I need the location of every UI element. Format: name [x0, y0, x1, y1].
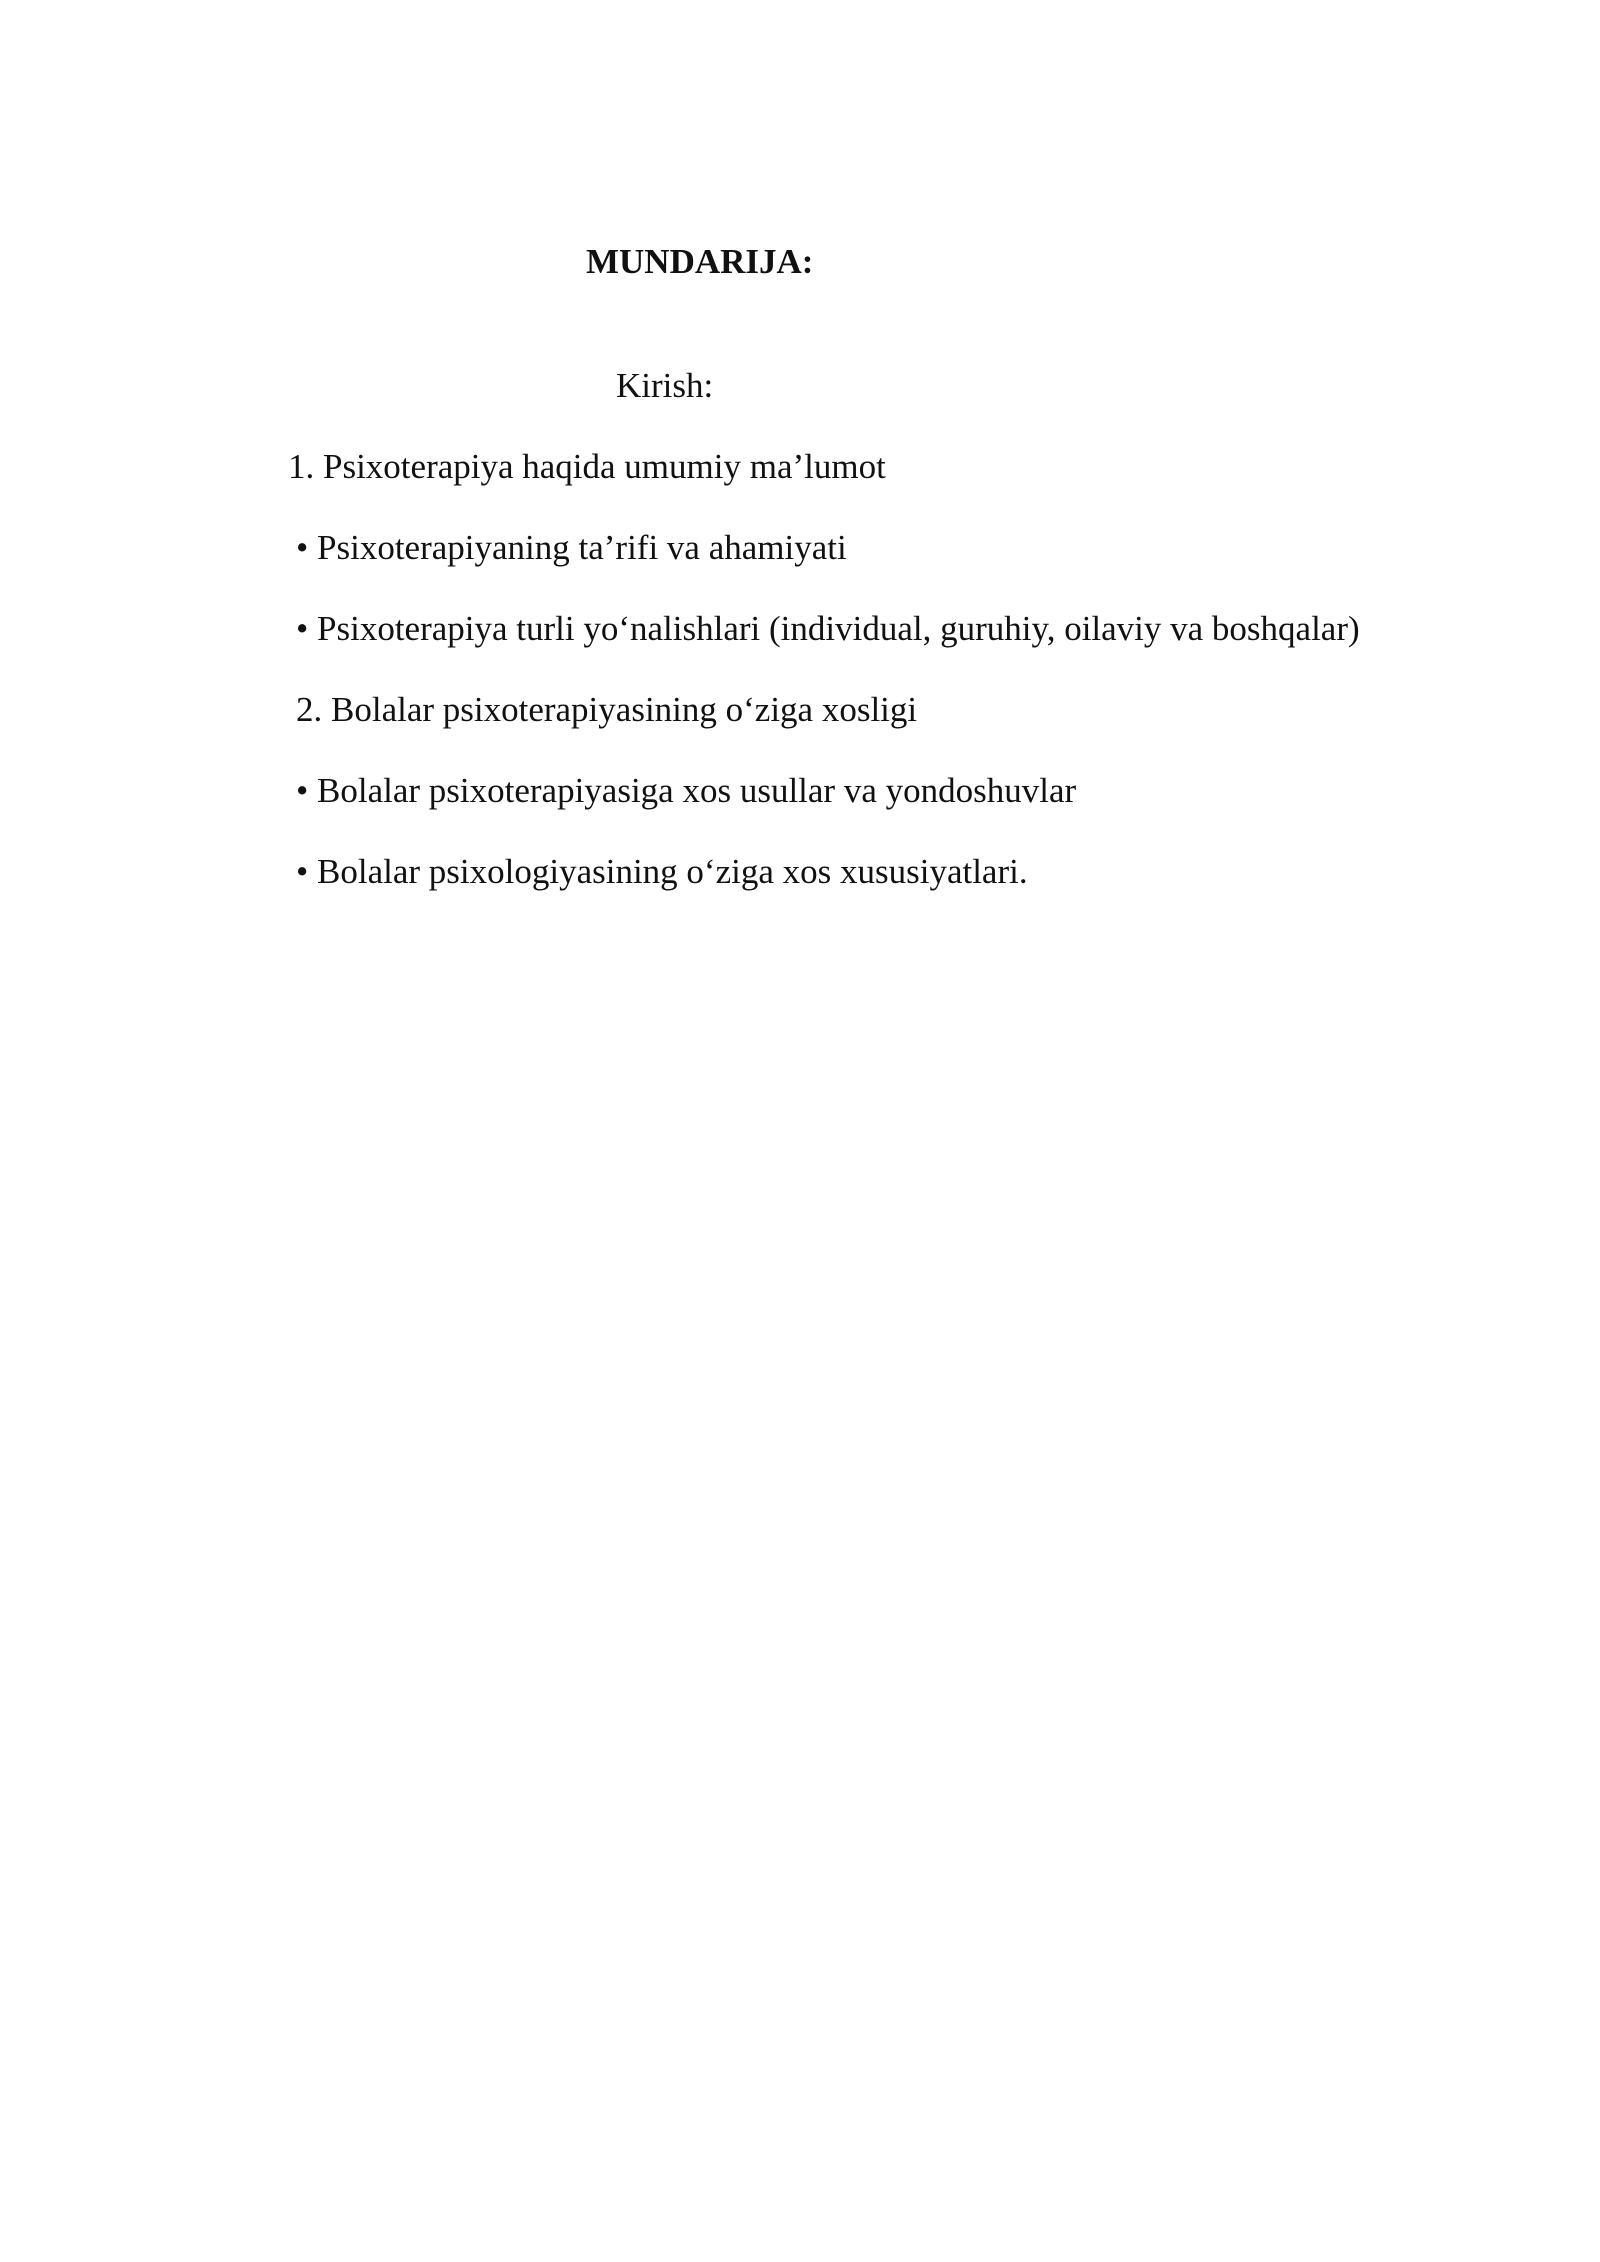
toc-subitem: • Psixoterapiyaning ta’rifi va ahamiyati — [296, 528, 847, 567]
toc-subitem: • Bolalar psixoterapiyasiga xos usullar va yondoshuvlar — [296, 771, 1077, 810]
page-title: MUNDARIJA: — [586, 242, 814, 281]
toc-intro: Kirish: — [616, 366, 714, 405]
toc-item: 2. Bolalar psixoterapiyasining o‘ziga xosligi — [296, 690, 918, 729]
toc-item: 1. Psixoterapiya haqida umumiy ma’lumot — [288, 447, 886, 486]
toc-subitem: • Bolalar psixologiyasining o‘ziga xos xususiyatlari. — [296, 852, 1028, 891]
toc-subitem: • Psixoterapiya turli yo‘nalishlari (individual, guruhiy, oilaviy va boshqalar) — [296, 609, 1360, 648]
